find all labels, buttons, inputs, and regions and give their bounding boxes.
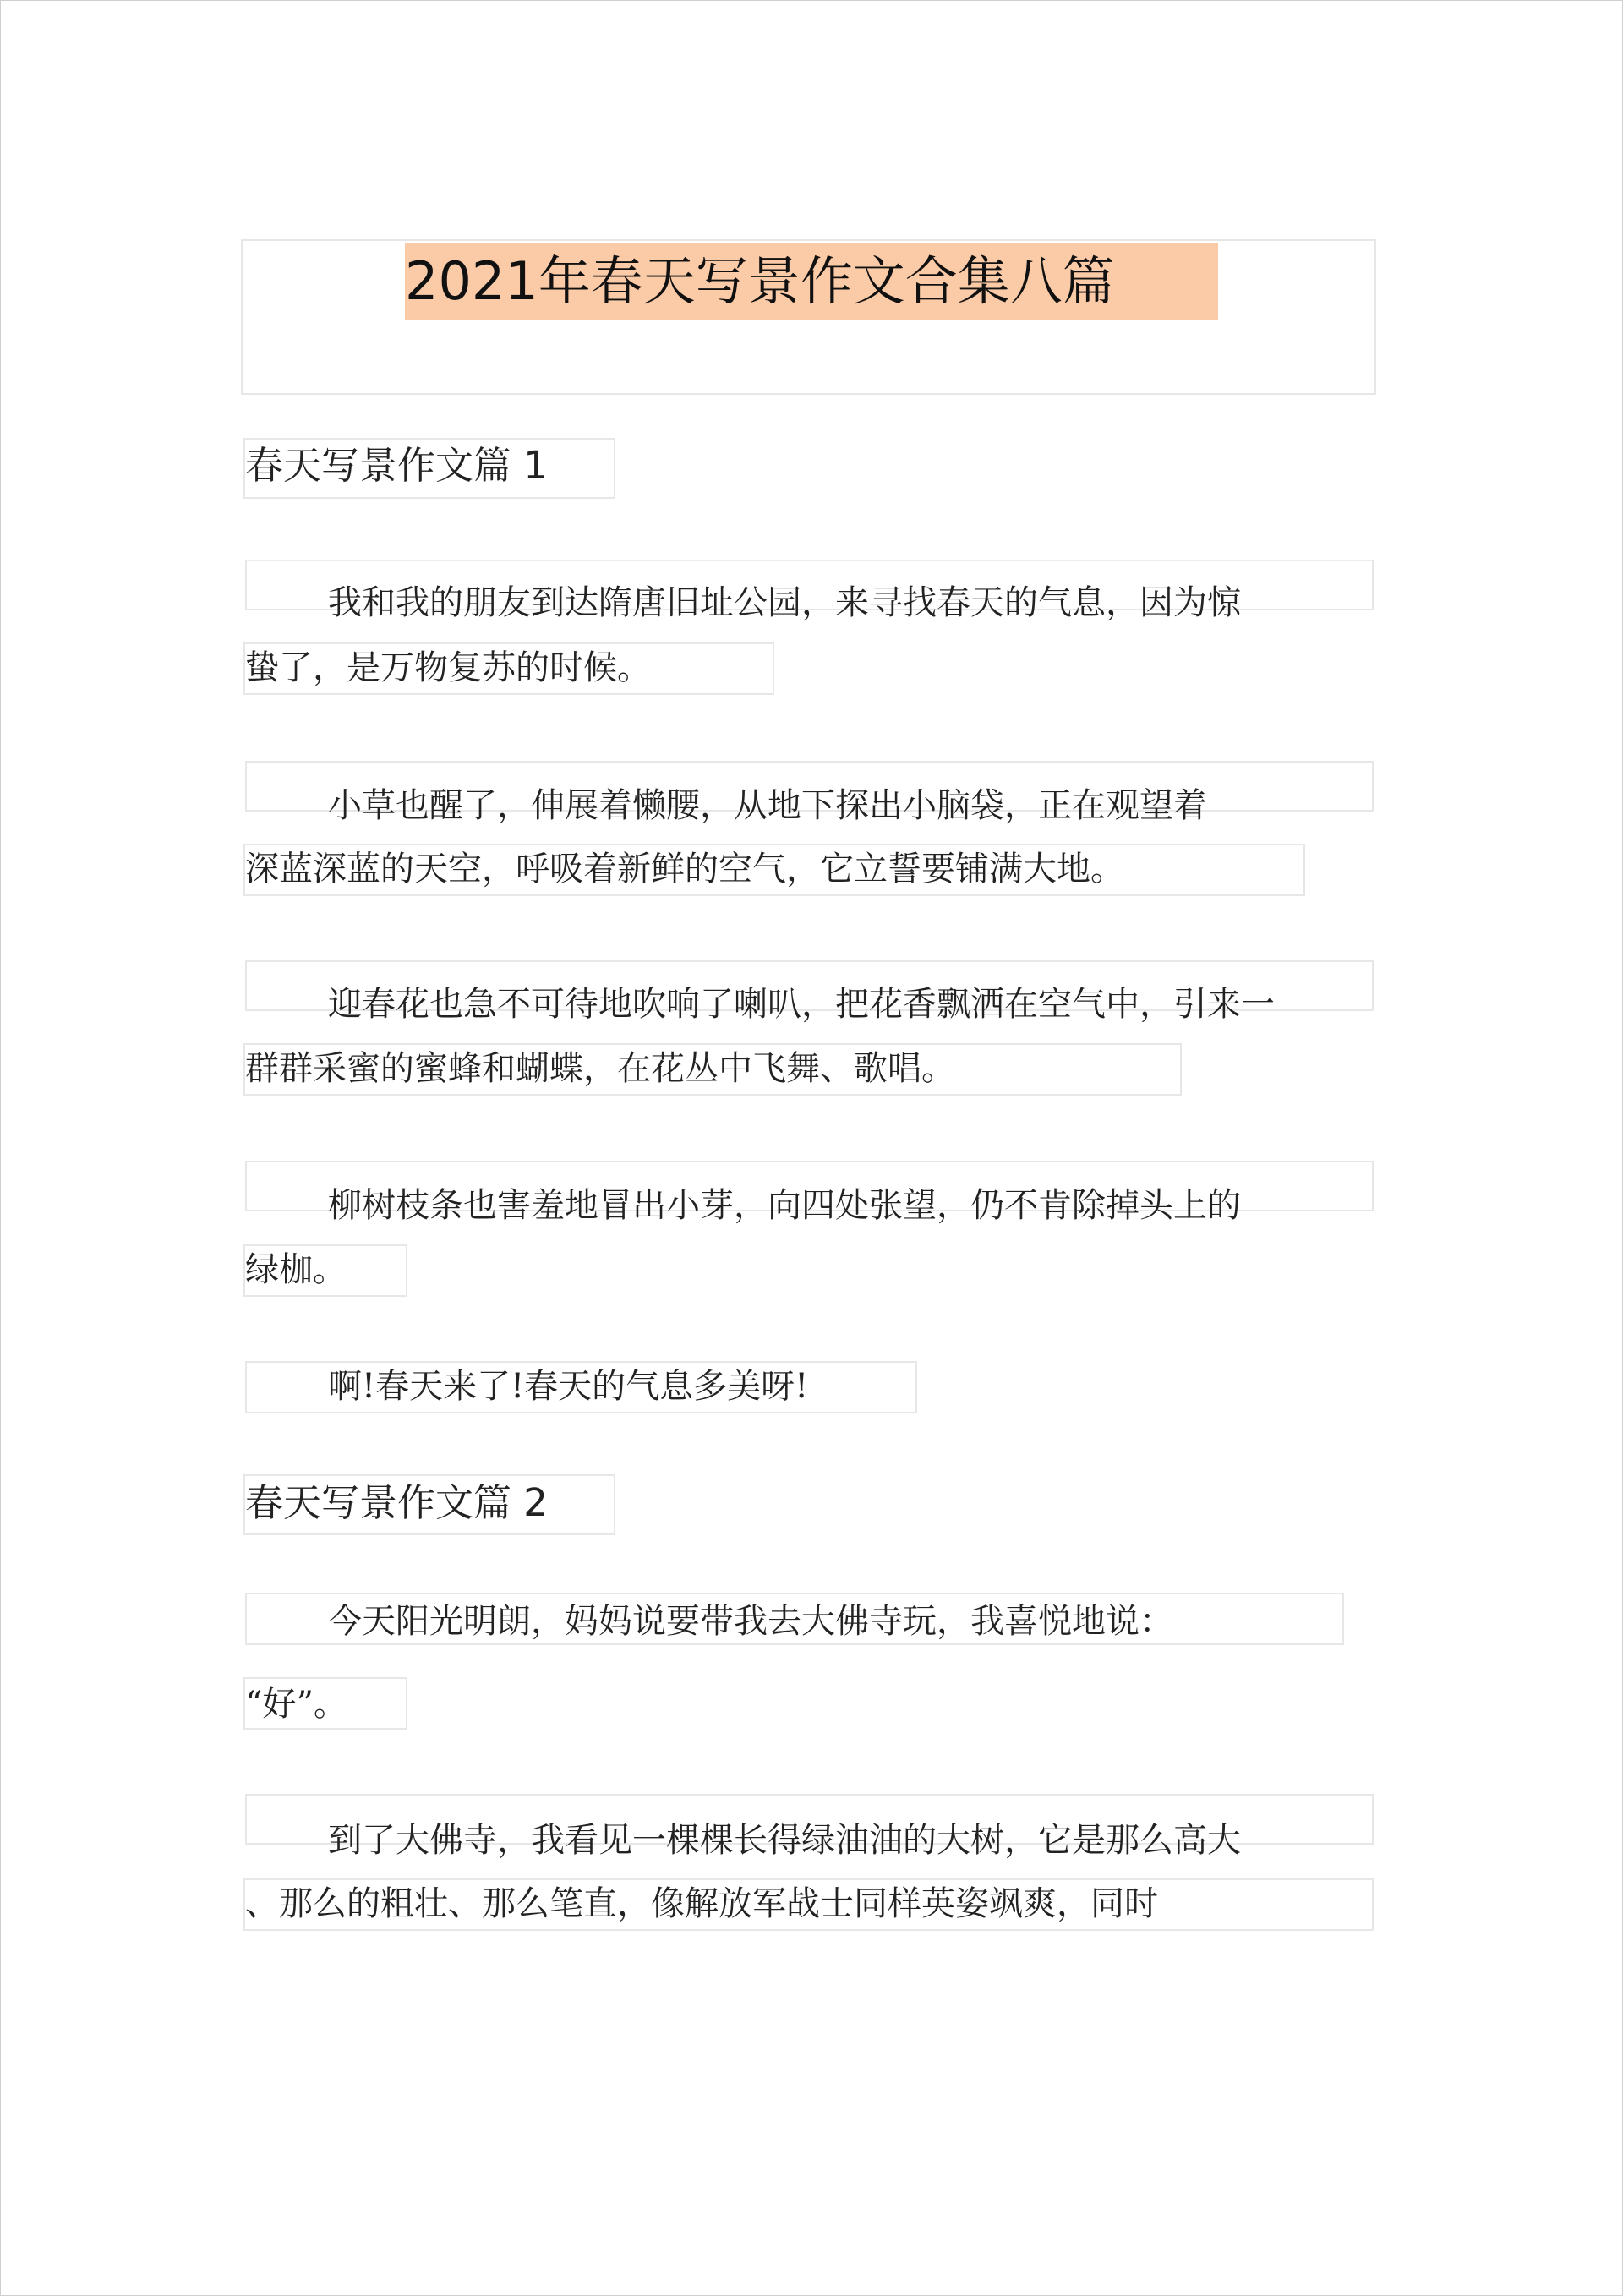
paragraph-line: 今天阳光明朗，妈妈说要带我去大佛寺玩，我喜悦地说： [328,1602,1173,1641]
section-heading-1: 春天写景作文篇 1 [245,443,548,488]
document-title: 2021年春天写景作文合集八篇 [405,243,1218,320]
section-heading-2: 春天写景作文篇 2 [245,1480,548,1525]
paragraph-line: “好”。 [245,1685,347,1724]
paragraph-line: 深蓝深蓝的天空，呼吸着新鲜的空气，它立誓要铺满大地。 [245,850,1124,888]
paragraph-line: 群群采蜜的蜜蜂和蝴蝶，在花丛中飞舞、歌唱。 [245,1049,955,1088]
paragraph-line: 蛰了，是万物复苏的时候。 [245,648,651,687]
paragraph-line: 柳树枝条也害羞地冒出小芽，向四处张望，仍不肯除掉头上的 [328,1186,1241,1225]
paragraph-line: 我和我的朋友到达隋唐旧址公园，来寻找春天的气息，因为惊 [328,583,1241,622]
paragraph-line: 、那么的粗壮、那么笔直，像解放军战士同样英姿飒爽，同时 [245,1884,1158,1923]
paragraph-line: 啊!春天来了!春天的气息多美呀! [328,1367,809,1406]
title-box [241,239,1376,395]
paragraph-line: 小草也醒了，伸展着懒腰，从地下探出小脑袋，正在观望着 [328,786,1207,825]
paragraph-line: 到了大佛寺，我看见一棵棵长得绿油油的大树，它是那么高大 [328,1821,1241,1860]
paragraph-line: 绿枷。 [245,1250,347,1289]
paragraph-line: 迎春花也急不可待地吹响了喇叭，把花香飘洒在空气中，引来一 [328,985,1275,1024]
